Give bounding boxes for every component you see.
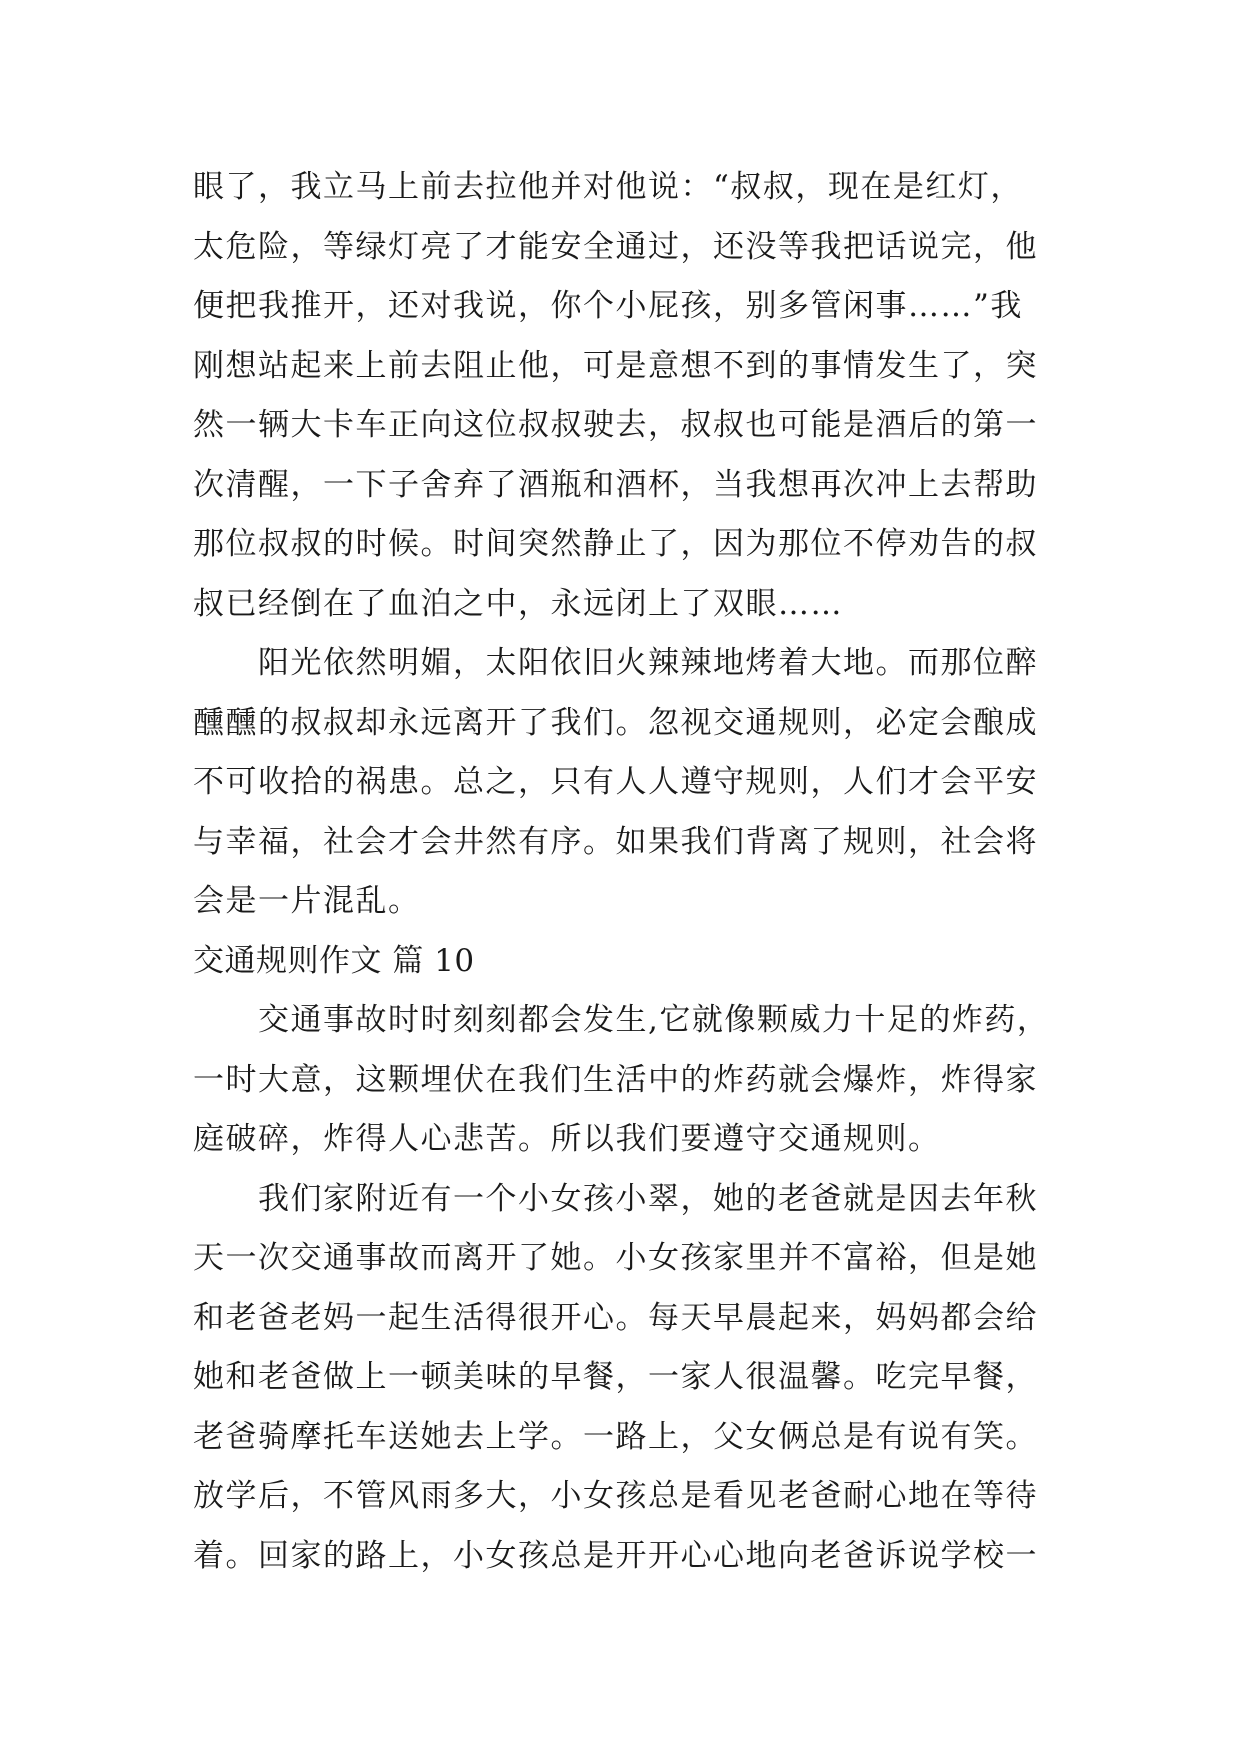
text-line: 庭破碎，炸得人心悲苦。所以我们要遵守交通规则。 (193, 1121, 941, 1157)
section-heading (193, 932, 1073, 992)
text-line: 会是一片混乱。 (193, 883, 421, 919)
text-line: 眼了，我立马上前去拉他并对他说：“叔叔，现在是红灯， (193, 169, 1023, 205)
text-line: 便把我推开，还对我说，你个小屁孩，别多管闲事……”我 (193, 288, 1023, 324)
text-line: 天一次交通事故而离开了她。小女孩家里并不富裕，但是她 (193, 1240, 1038, 1276)
paragraph-2 (193, 634, 1073, 932)
paragraph-4 (193, 1170, 1073, 1587)
paragraph-3 (193, 991, 1073, 1170)
text-line: 醺醺的叔叔却永远离开了我们。忽视交通规则，必定会酿成 (193, 704, 1038, 741)
text-line: 叔已经倒在了血泊之中，永远闭上了双眼…… (193, 585, 843, 622)
paragraph-1 (193, 158, 1073, 634)
text-line: 刚想站起来上前去阻止他，可是意想不到的事情发生了，突 (193, 347, 1038, 384)
text-line: 那位叔叔的时候。时间突然静止了，因为那位不停劝告的叔 (193, 526, 1038, 562)
text-line: 她和老爸做上一顿美味的早餐，一家人很温馨。吃完早餐， (193, 1359, 1038, 1395)
text-line: 老爸骑摩托车送她去上学。一路上，父女俩总是有说有笑。 (193, 1418, 1038, 1455)
text-line: 交通事故时时刻刻都会发生,它就像颗威力十足的炸药， (193, 1002, 1050, 1038)
text-line: 太危险，等绿灯亮了才能安全通过，还没等我把话说完，他 (193, 228, 1038, 265)
text-line: 放学后，不管风雨多大，小女孩总是看见老爸耐心地在等待 (193, 1478, 1038, 1514)
document-page (193, 158, 1073, 1586)
text-line: 一时大意，这颗埋伏在我们生活中的炸药就会爆炸，炸得家 (193, 1061, 1038, 1098)
text-line: 不可收拾的祸患。总之，只有人人遵守规则，人们才会平安 (193, 764, 1038, 800)
text-line: 阳光依然明媚，太阳依旧火辣辣地烤着大地。而那位醉 (193, 645, 1038, 681)
text-line: 和老爸老妈一起生活得很开心。每天早晨起来，妈妈都会给 (193, 1299, 1038, 1336)
heading-line: 交通规则作文 篇 10 (193, 942, 475, 979)
text-line: 次清醒，一下子舍弃了酒瓶和酒杯，当我想再次冲上去帮助 (193, 466, 1038, 503)
text-line: 与幸福，社会才会井然有序。如果我们背离了规则，社会将 (193, 823, 1038, 860)
text-line: 我们家附近有一个小女孩小翠，她的老爸就是因去年秋 (193, 1180, 1038, 1217)
text-line: 着。回家的路上，小女孩总是开开心心地向老爸诉说学校一 (193, 1537, 1038, 1574)
text-line: 然一辆大卡车正向这位叔叔驶去，叔叔也可能是酒后的第一 (193, 407, 1038, 443)
